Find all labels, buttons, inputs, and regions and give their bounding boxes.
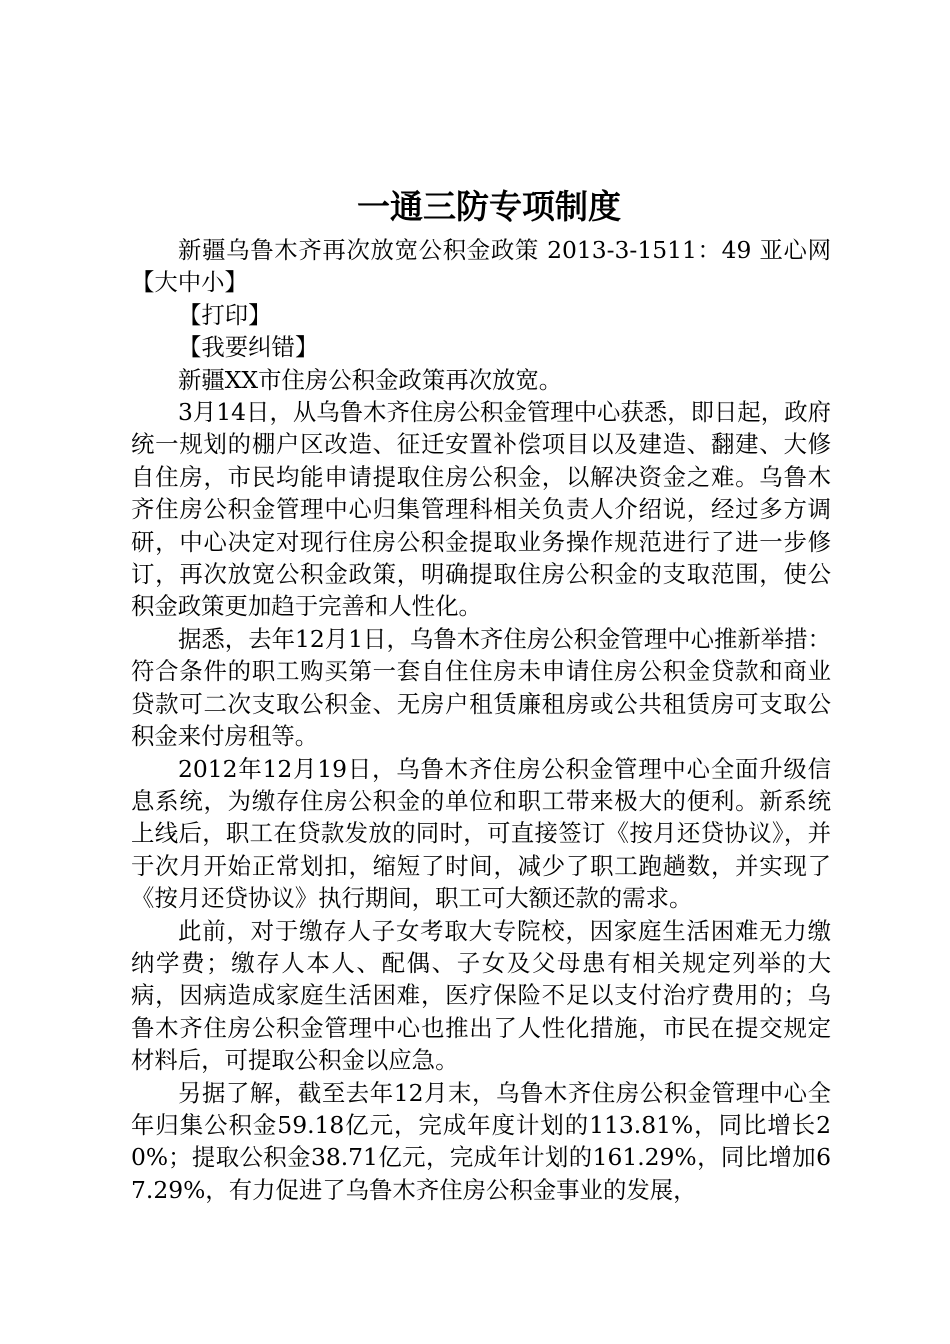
document-title: 一通三防专项制度 (357, 187, 621, 226)
paragraph-print: 【打印】 (178, 300, 272, 329)
paragraph-report-error: 【我要纠错】 (178, 333, 319, 362)
paragraph-body: 据悉，去年12月1日，乌鲁木齐住房公积金管理中心推新举措：符合条件的职工购买第一套自住住房未申请住房公积金贷款和商业贷款可二次支取公积金、无房户租赁廉租房或公共租赁房可支取公积金来付房租等。 (131, 624, 831, 751)
paragraph-lead: 新疆XX市住房公积金政策再次放宽。 (178, 365, 563, 394)
paragraph-body: 3月14日，从乌鲁木齐住房公积金管理中心获悉，即日起，政府统一规划的棚户区改造、征迁安置补偿项目以及建造、翻建、大修自住房，市民均能申请提取住房公积金，以解决资金之难。乌鲁木齐住房公积金管理中心归集管理科相关负责人介绍说，经过多方调研，中心决定对现行住房公积金提取业务操作规范进行了进一步修订，再次放宽公积金政策，明确提取住房公积金的支取范围，使公积金政策更加趋于完善和人性化。 (131, 398, 831, 621)
paragraph-intro: 新疆乌鲁木齐再次放宽公积金政策 2013-3-1511：49 亚心网【大中小】 (131, 236, 831, 297)
paragraph-body: 另据了解，截至去年12月末，乌鲁木齐住房公积金管理中心全年归集公积金59.18亿元，完成年度计划的113.81%，同比增长20%；提取公积金38.71亿元，完成年计划的161.29%，同比增加67.29%，有力促进了乌鲁木齐住房公积金事业的发展， (131, 1078, 831, 1204)
paragraph-body: 此前，对于缴存人子女考取大专院校，因家庭生活困难无力缴纳学费；缴存人本人、配偶、子女及父母患有相关规定列举的大病，因病造成家庭生活困难，医疗保险不足以支付治疗费用的；乌鲁木齐住房公积金管理中心也推出了人性化措施，市民在提交规定材料后，可提取公积金以应急。 (131, 916, 831, 1075)
document-page (131, 180, 831, 1206)
paragraph-body: 2012年12月19日，乌鲁木齐住房公积金管理中心全面升级信息系统，为缴存住房公积金的单位和职工带来极大的便利。新系统上线后，职工在贷款发放的同时，可直接签订《按月还贷协议》，并于次月开始正常划扣，缩短了时间，减少了职工跑趟数，并实现了《按月还贷协议》执行期间，职工可大额还款的需求。 (131, 754, 831, 913)
